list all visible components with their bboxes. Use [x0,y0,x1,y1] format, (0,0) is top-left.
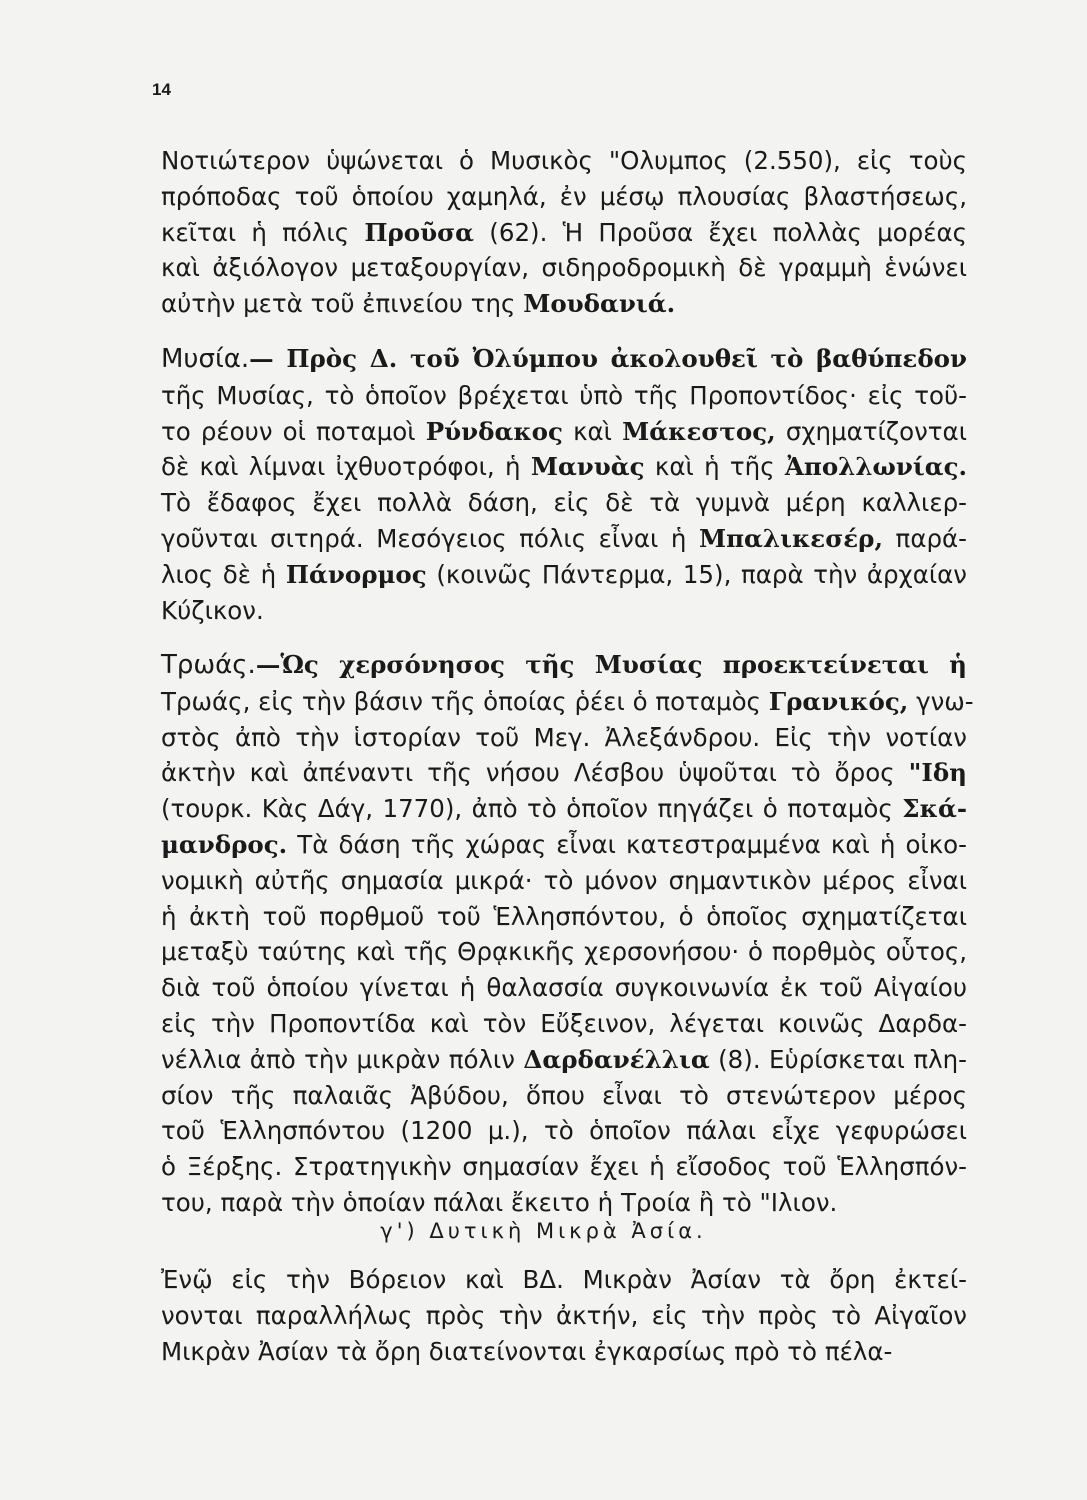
line-text: ἀκτὴν καὶ ἀπέναντι τῆς νήσου Λέσβου ὑψοῦται τὸ ὄρος [161,758,909,788]
line-text: πρόποδας τοῦ ὁποίου χαμηλά, ἐν μέσῳ πλουσίας βλαστήσεως, [161,181,967,211]
place-name: —Ὡς χερσόνησος τῆς Μυσίας προεκτείνεται ἡ [255,650,967,679]
paragraph-heading: Μυσία. [161,344,250,374]
text-line [161,1078,967,1114]
line-text: το ρέουν οἱ ποταμοὶ [161,416,426,446]
text-line [161,414,967,450]
place-name: Ἀπολλωνίας. [784,452,968,482]
place-name: Προῦσα [364,217,475,247]
line-text: τοῦ Ἑλλησπόντου (1200 μ.), τὸ ὁποῖον πάλαι εἶχε γεφυρώσει [161,1116,967,1146]
text-line [161,250,967,286]
place-name: Μουδανιά. [523,289,676,319]
text-line [161,827,967,863]
text-line [161,179,967,215]
line-text: (8). Εὑρίσκεται πλη- [709,1044,968,1074]
page-number: 14 [152,80,171,99]
line-text: διὰ τοῦ ὁποίου γίνεται ἡ θαλασσία συγκοινωνία ἐκ τοῦ Αἰγαίου [161,973,967,1003]
line-text: (κοινῶς Πάντερμα, 15), παρὰ τὴν ἀρχαίαν [426,559,967,589]
place-name: μανδρος. [161,829,288,859]
paragraph-troas [161,647,974,1221]
place-name: Δαρδανέλλια [523,1044,710,1074]
line-text: νέλλια ἀπὸ τὴν μικρὰν πόλιν [161,1044,524,1074]
line-text: εἰς τὴν Προποντίδα καὶ τὸν Εὔξεινον, λέγεται κοινῶς Δαρδα- [161,1008,967,1038]
place-name: Σκά- [902,794,967,824]
text-line [161,286,967,322]
line-text: Τὸ ἔδαφος ἔχει πολλὰ δάση, εἰς δὲ τὰ γυμνὰ μέρη καλλιερ- [161,488,967,518]
line-text: παρά- [882,523,968,553]
line-text: νονται παραλλήλως πρὸς τὴν ἀκτήν, εἰς τὴν πρὸς τὸ Αἰγαῖον [161,1300,967,1330]
text-line [161,485,967,521]
place-name: Ρύνδακος [425,416,563,446]
text-line [161,934,967,970]
text-line [161,647,967,684]
text-line [161,378,967,414]
text-line [161,215,967,251]
line-text: Τρωάς, εἰς τὴν βάσιν τῆς ὁποίας ῥέει ὁ ποταμὸς [161,686,769,716]
place-name: Γρανικός, [768,686,909,716]
text-line [161,1262,967,1298]
line-text: Ἐνῷ εἰς τὴν Βόρειον καὶ ΒΔ. Μικρὰν Ἀσίαν τὰ ὄρη ἐκτεί- [161,1265,967,1294]
line-text: ἡ ἀκτὴ τοῦ πορθμοῦ τοῦ Ἑλλησπόντου, ὁ ὁποῖος σχηματίζεται [161,901,967,931]
text-line [161,143,967,179]
line-text: λιος δὲ ἡ [161,559,286,589]
line-text: μεταξὺ ταύτης καὶ τῆς Θρᾳκικῆς χερσονήσου· ὁ πορθμὸς οὗτος, [161,937,967,967]
line-text: γοῦνται σιτηρά. Μεσόγειος πόλις εἶναι ἡ [161,523,699,553]
text-line [161,449,967,485]
text-line [161,791,967,827]
place-name: Μπαλικεσέρ, [699,523,883,553]
line-text: Τὰ δάση τῆς χώρας εἶναι κατεστραμμένα καὶ ἡ οἰκο- [287,829,967,859]
text-line [161,1298,967,1334]
text-line [161,720,967,756]
line-text: Κύζικον. [161,595,264,625]
text-line [161,341,967,378]
line-text: (τουρκ. Κὰς Δάγ, 1770), ἀπὸ τὸ ὁποῖον πηγάζει ὁ ποταμὸς [161,794,903,824]
line-text: καὶ [562,416,623,446]
line-text: του, παρὰ τὴν ὁποίαν πάλαι ἔκειτο ἡ Τροία ἢ τὸ "Ιλιον. [161,1187,838,1217]
paragraph-western-asia-minor [161,1262,967,1369]
line-text: τῆς Μυσίας, τὸ ὁποῖον βρέχεται ὑπὸ τῆς Προποντίδος· εἰς τοῦ- [161,380,967,410]
text-line [161,755,967,791]
line-text: κεῖται ἡ πόλις [161,217,365,247]
line-text: σίον τῆς παλαιᾶς Ἀβύδου, ὅπου εἶναι τὸ στενώτερον μέρος [161,1080,967,1110]
line-text: (62). Ἡ Προῦσα ἔχει πολλὰς μορέας [474,217,967,247]
text-line [161,1185,967,1221]
section-subtitle: γ') Δυτικὴ Μικρὰ Ἀσία. [380,1219,707,1243]
place-name: Μανυὰς [530,452,645,482]
place-name: "Ιδη [908,758,967,788]
line-text: δὲ καὶ λίμναι ἰχθυοτρόφοι, ἡ [161,452,531,482]
line-text: σχηματίζονται [775,416,967,446]
line-text: γνω- [908,686,974,716]
place-name: Μάκεστος, [622,416,776,446]
line-text: καὶ ἡ τῆς [644,452,785,482]
text-line [161,970,967,1006]
line-text: αὐτὴν μετὰ τοῦ ἐπινείου της [161,289,524,319]
paragraph-heading: Τρωάς. [161,650,256,680]
text-line [161,1149,967,1185]
text-line [161,1334,967,1370]
place-name: — Πρὸς Δ. τοῦ Ὀλύμπου ἀκολουθεῖ τὸ βαθύπεδον [249,344,967,373]
text-line [161,1042,967,1078]
line-text: νομικὴ αὐτῆς σημασία μικρά· τὸ μόνον σημαντικὸν μέρος εἶναι [161,865,967,895]
text-line [161,521,967,557]
line-text: Μικρὰν Ἀσίαν τὰ ὄρη διατείνονται ἐγκαρσίως πρὸ τὸ πέλα- [161,1336,893,1366]
text-line [161,1006,967,1042]
text-line [161,593,967,629]
text-line [161,557,967,593]
line-text: στὸς ἀπὸ τὴν ἱστορίαν τοῦ Μεγ. Ἀλεξάνδρου. Εἰς τὴν νοτίαν [161,722,967,752]
text-line [161,899,967,935]
paragraph-mysia [161,341,967,628]
text-line [161,684,974,720]
paragraph-prousa [161,143,967,322]
text-line [161,863,967,899]
text-line [161,1113,967,1149]
place-name: Πάνορμος [285,559,427,589]
line-text: καὶ ἀξιόλογον μεταξουργίαν, σιδηροδρομικὴ δὲ γραμμὴ ἑνώνει [161,253,967,283]
line-text: ὁ Ξέρξης. Στρατηγικὴν σημασίαν ἔχει ἡ εἴσοδος τοῦ Ἑλλησπόν- [161,1152,967,1182]
line-text: Νοτιώτερον ὑψώνεται ὁ Μυσικὸς "Ολυμπος (2.550), εἰς τοὺς [161,146,967,175]
